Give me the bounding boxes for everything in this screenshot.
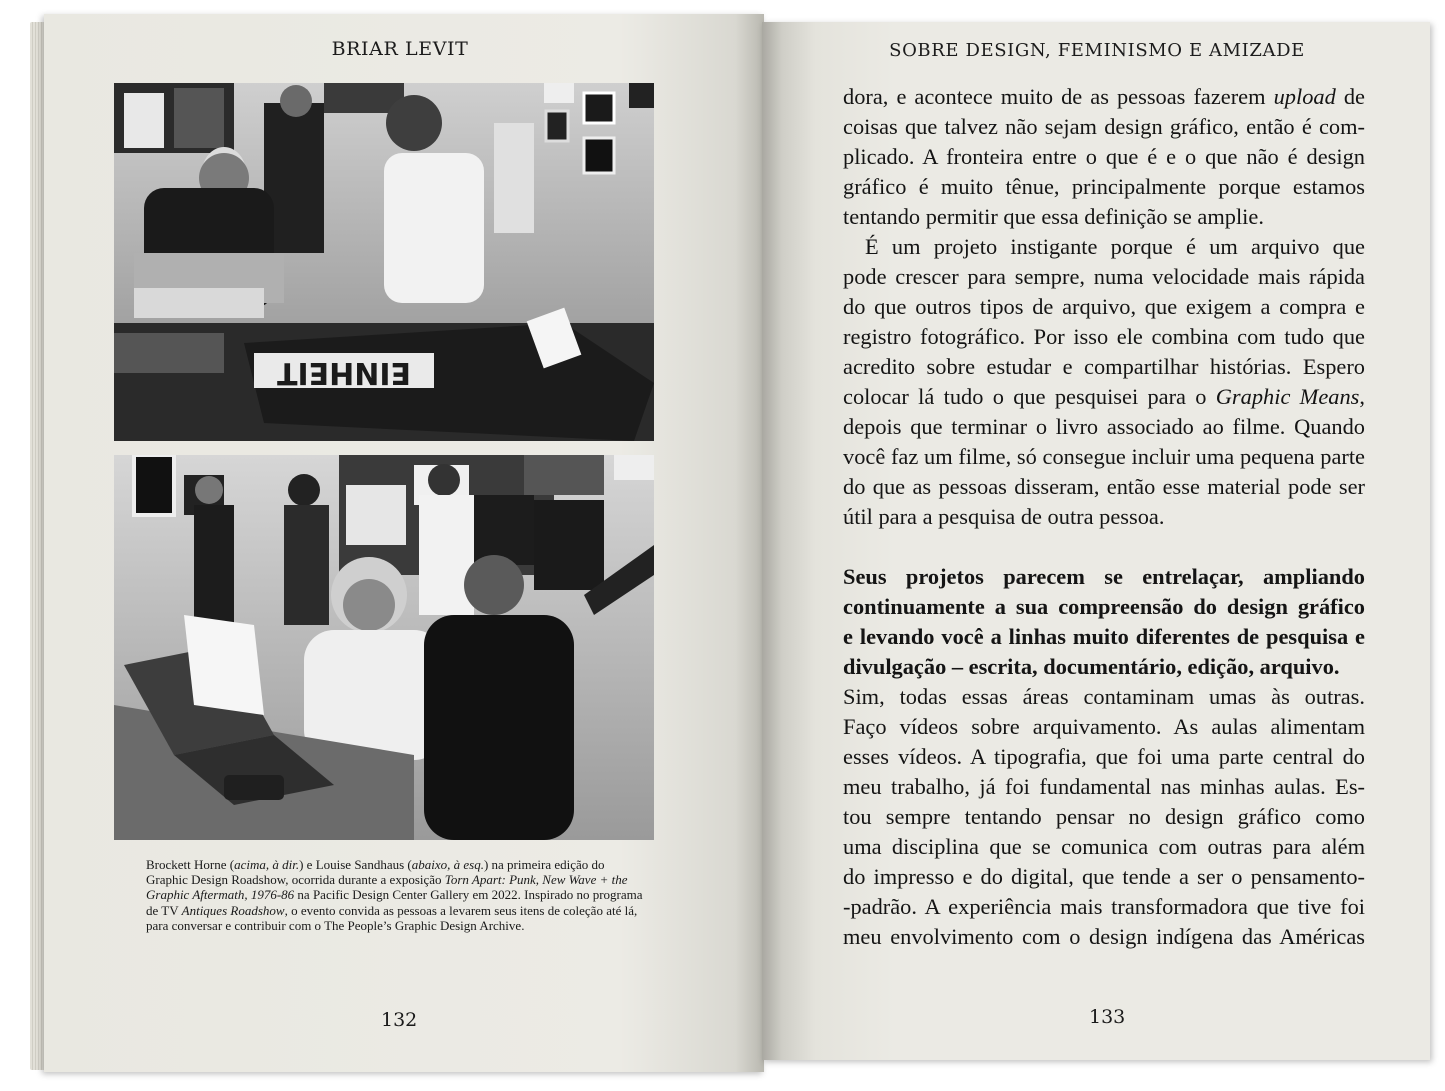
right-page <box>762 22 1430 1060</box>
text-line: coisas que talvez não sejam design gráfico, então é com- <box>843 114 1365 139</box>
text-line: registro fotográfico. Por isso ele combina com tudo que <box>843 324 1365 349</box>
text-line: É um projeto instigante porque é um arquivo que <box>865 234 1365 259</box>
page-number-right: 133 <box>1089 1006 1126 1028</box>
text-line: você faz um filme, só consegue incluir uma pequena parte <box>843 444 1365 469</box>
page-number-left: 132 <box>381 1009 418 1031</box>
caption-text-2: ) e Louise Sandhaus ( <box>299 857 412 872</box>
question-line: divulgação – escrita, documentário, edição, arquivo. <box>843 654 1340 679</box>
body-text <box>843 82 1365 532</box>
answer-line: meu envolvimento com o design indígena das Américas <box>843 924 1365 949</box>
text-line: plicado. A fronteira entre o que é e o que não é design <box>843 144 1365 169</box>
photo-top <box>114 83 654 441</box>
running-head-right: SOBRE DESIGN, FEMINISMO E AMIZADE <box>889 40 1305 61</box>
text-line: tentando permitir que essa definição se amplie. <box>843 204 1264 229</box>
photo-caption <box>146 857 646 933</box>
answer-line: tou sempre tentando pensar no design gráfico como <box>843 804 1365 829</box>
text-line: gráfico é muito tênue, principalmente porque estamos <box>843 174 1365 199</box>
svg-text:EINHEIT: EINHEIT <box>277 355 411 390</box>
text-line: pode crescer para sempre, numa velocidade mais rápida <box>843 264 1365 289</box>
text-line: útil para a pesquisa de outra pessoa. <box>843 504 1165 529</box>
text-line: do que outros tipos de arquivo, que exigem a compra e <box>843 294 1365 319</box>
interview-question-answer <box>843 562 1365 952</box>
text-line: depois que terminar o livro associado ao filme. Quando <box>843 414 1365 439</box>
photo-bottom-image <box>114 455 654 840</box>
answer-line: Sim, todas essas áreas contaminam umas às outras. <box>843 684 1365 709</box>
running-head-left: BRIAR LEVIT <box>331 38 469 60</box>
question-line: e levando você a linhas muito diferentes de pesquisa e <box>843 624 1365 649</box>
text-line: do que as pessoas disseram, então esse material pode ser <box>843 474 1365 499</box>
question-line: continuamente a sua compreensão do design gráfico <box>843 594 1365 619</box>
caption-italic-1: acima, à dir. <box>234 857 300 872</box>
text-line: colocar lá tudo o que pesquisei para o Graphic Means, <box>843 384 1365 409</box>
caption-text-3: ) na primeira edição do Graphic Design Roadshow, ocorrida durante a exposição <box>146 857 605 888</box>
caption-italic-4: Antiques Roadshow <box>181 902 285 918</box>
caption-text-1: Brockett Horne ( <box>146 857 235 872</box>
question-line: Seus projetos parecem se entrelaçar, ampliando <box>843 564 1365 589</box>
answer-line: do impresso e do digital, que tende a ser o pensamento- <box>843 864 1365 889</box>
answer-line: uma disciplina que se comunica com outras para além <box>843 834 1365 859</box>
caption-italic-3: Torn Apart: Punk, New Wave + the Graphic Aftermath, 1976-86 <box>146 872 628 903</box>
caption-text-5: , o evento convida as pessoas a levarem seus itens de coleção até lá, para conversar e contribuir com o The People’s Graphic Design Archive. <box>146 902 638 933</box>
answer-line: esses vídeos. A tipografia, que foi uma parte central do <box>843 744 1365 769</box>
answer-line: -padrão. A experiência mais transformadora que tive foi <box>843 894 1365 919</box>
text-line: acredito sobre estudar e compartilhar histórias. Espero <box>843 354 1365 379</box>
caption-text-4: na Pacific Design Center Gallery em 2022. Inspirado no programa de TV <box>146 887 643 918</box>
photo-top-image <box>114 83 654 441</box>
answer-line: meu trabalho, já foi fundamental nas minhas aulas. Es- <box>843 774 1365 799</box>
photo-bottom <box>114 455 654 840</box>
text-line: dora, e acontece muito de as pessoas fazerem upload de <box>843 84 1365 109</box>
answer-line: Faço vídeos sobre arquivamento. As aulas alimentam <box>843 714 1365 739</box>
caption-italic-2: abaixo, à esq. <box>411 857 484 872</box>
left-page <box>44 14 764 1072</box>
